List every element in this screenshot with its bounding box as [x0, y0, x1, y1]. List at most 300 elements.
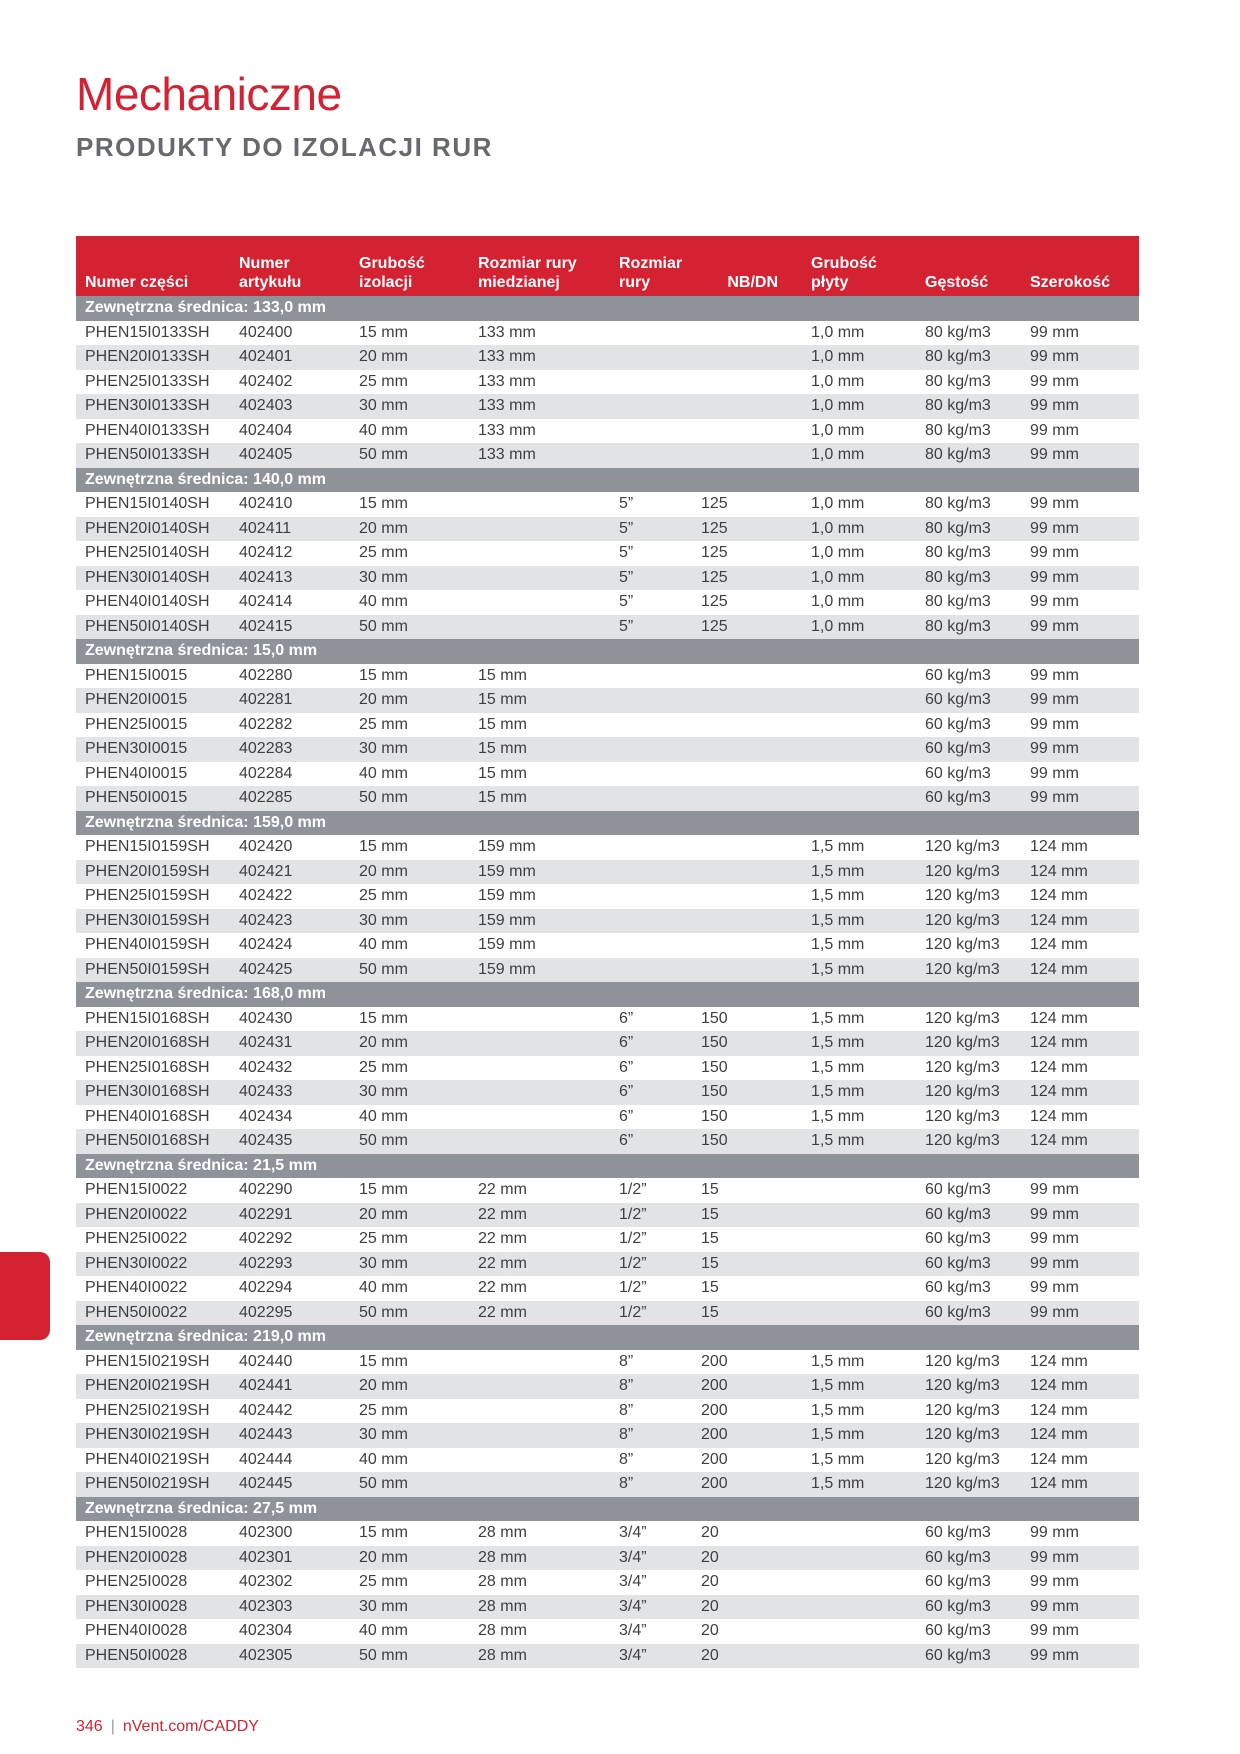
cell-insulation-thickness: 50 mm: [350, 958, 469, 983]
cell-density: 60 kg/m3: [916, 1595, 1021, 1620]
cell-pipe-size: [610, 713, 692, 738]
cell-insulation-thickness: 25 mm: [359, 372, 408, 390]
cell-nb-dn: 200: [692, 1423, 802, 1448]
cell-copper-pipe-size: [469, 566, 610, 591]
cell-article-number: 402420: [239, 838, 293, 856]
cell-nb-dn: 15: [701, 1279, 719, 1297]
cell-density: 120 kg/m3: [916, 909, 1021, 934]
cell-nb-dn: 15: [692, 1203, 802, 1228]
table-row: [76, 321, 1139, 346]
cell-copper-pipe-size: 28 mm: [478, 1573, 527, 1591]
cell-nb-dn: [692, 688, 802, 713]
cell-nb-dn: 15: [692, 1252, 802, 1277]
table-row: [76, 884, 1139, 909]
cell-insulation-thickness: 25 mm: [359, 1058, 408, 1076]
cell-nb-dn: 15: [701, 1230, 719, 1248]
cell-width: 124 mm: [1021, 860, 1139, 885]
cell-article-number: 402443: [230, 1423, 350, 1448]
cell-board-thickness: [802, 664, 916, 689]
product-table: [76, 236, 1139, 1668]
cell-article-number: 402412: [239, 544, 293, 562]
cell-article-number: 402444: [239, 1450, 293, 1468]
cell-insulation-thickness: 40 mm: [359, 421, 408, 439]
cell-insulation-thickness: 20 mm: [350, 1031, 469, 1056]
cell-density: 60 kg/m3: [925, 764, 991, 782]
cell-copper-pipe-size: 15 mm: [478, 715, 527, 733]
cell-copper-pipe-size: [469, 541, 610, 566]
cell-pipe-size: [610, 664, 692, 689]
cell-pipe-size: 6”: [619, 1107, 634, 1125]
table-row: [76, 835, 1139, 860]
column-header-line: Grubość: [811, 255, 877, 272]
cell-pipe-size: [610, 835, 692, 860]
table-row: [76, 1252, 1139, 1277]
cell-density: 60 kg/m3: [925, 666, 991, 684]
cell-part-number: PHEN40I0159SH: [85, 936, 210, 954]
cell-pipe-size: [610, 958, 692, 983]
cell-part-number: PHEN50I0028: [76, 1644, 230, 1669]
cell-insulation-thickness: 50 mm: [350, 615, 469, 640]
table-row: [76, 443, 1139, 468]
column-header-line: Gęstość: [925, 274, 989, 291]
cell-density: 60 kg/m3: [916, 1203, 1021, 1228]
cell-density: 80 kg/m3: [925, 323, 991, 341]
cell-pipe-size: 1/2”: [610, 1203, 692, 1228]
cell-article-number: 402413: [230, 566, 350, 591]
table-row: [76, 1546, 1139, 1571]
cell-nb-dn: 200: [701, 1401, 728, 1419]
cell-width: 124 mm: [1021, 1374, 1139, 1399]
cell-pipe-size: 6”: [610, 1031, 692, 1056]
cell-board-thickness: 1,0 mm: [802, 517, 916, 542]
cell-nb-dn: 20: [701, 1573, 719, 1591]
cell-density: 120 kg/m3: [925, 1107, 1000, 1125]
cell-article-number: 402405: [230, 443, 350, 468]
cell-article-number: 402302: [239, 1573, 293, 1591]
table-row: [76, 615, 1139, 640]
cell-nb-dn: 200: [701, 1352, 728, 1370]
cell-insulation-thickness: 15 mm: [359, 1524, 408, 1542]
cell-nb-dn: 125: [701, 593, 728, 611]
cell-article-number: 402401: [230, 345, 350, 370]
cell-article-number: 402403: [230, 394, 350, 419]
table-row: [76, 1227, 1139, 1252]
cell-article-number: 402441: [230, 1374, 350, 1399]
cell-copper-pipe-size: 15 mm: [478, 666, 527, 684]
cell-copper-pipe-size: 28 mm: [469, 1644, 610, 1669]
cell-copper-pipe-size: [469, 615, 610, 640]
cell-width: 99 mm: [1021, 1546, 1139, 1571]
table-row: [76, 1178, 1139, 1203]
cell-pipe-size: 1/2”: [610, 1252, 692, 1277]
cell-width: 124 mm: [1021, 958, 1139, 983]
cell-part-number: PHEN30I0159SH: [76, 909, 230, 934]
cell-insulation-thickness: 20 mm: [350, 1203, 469, 1228]
cell-pipe-size: 6”: [619, 1058, 634, 1076]
cell-board-thickness: 1,5 mm: [802, 860, 916, 885]
cell-insulation-thickness: 30 mm: [350, 1080, 469, 1105]
cell-article-number: 402442: [239, 1401, 293, 1419]
table-row: [76, 664, 1139, 689]
cell-insulation-thickness: 50 mm: [350, 1301, 469, 1326]
cell-nb-dn: 125: [701, 495, 728, 513]
cell-nb-dn: [692, 884, 802, 909]
table-row: [76, 541, 1139, 566]
cell-part-number: PHEN15I0028: [85, 1524, 188, 1542]
footer-site-link[interactable]: nVent.com/CADDY: [122, 1718, 259, 1735]
cell-article-number: 402424: [239, 936, 293, 954]
group-header-row: [76, 1497, 1139, 1522]
cell-board-thickness: [802, 1644, 916, 1669]
cell-board-thickness: 1,5 mm: [802, 958, 916, 983]
cell-copper-pipe-size: 159 mm: [478, 887, 536, 905]
cell-width: 99 mm: [1021, 1595, 1139, 1620]
table-row: [76, 1521, 1139, 1546]
cell-part-number: PHEN25I0140SH: [85, 544, 210, 562]
cell-nb-dn: [692, 370, 802, 395]
cell-insulation-thickness: 25 mm: [359, 1401, 408, 1419]
cell-density: 120 kg/m3: [916, 1423, 1021, 1448]
cell-width: 99 mm: [1021, 615, 1139, 640]
cell-nb-dn: 150: [701, 1107, 728, 1125]
cell-pipe-size: [610, 688, 692, 713]
column-header-line: Rozmiar rury: [478, 255, 577, 272]
cell-density: 60 kg/m3: [925, 1230, 991, 1248]
cell-article-number: 402293: [230, 1252, 350, 1277]
cell-density: 80 kg/m3: [925, 372, 991, 390]
cell-nb-dn: 125: [692, 517, 802, 542]
cell-insulation-thickness: 40 mm: [359, 764, 408, 782]
cell-width: 99 mm: [1030, 593, 1079, 611]
table-row: [76, 1276, 1139, 1301]
cell-nb-dn: [692, 958, 802, 983]
cell-board-thickness: [802, 1521, 916, 1546]
cell-board-thickness: [802, 737, 916, 762]
cell-nb-dn: 200: [692, 1472, 802, 1497]
cell-copper-pipe-size: 133 mm: [469, 443, 610, 468]
table-body: [76, 296, 1139, 1668]
cell-copper-pipe-size: [469, 1448, 610, 1473]
cell-article-number: 402410: [239, 495, 293, 513]
cell-part-number: PHEN20I0015: [76, 688, 230, 713]
cell-density: 60 kg/m3: [916, 786, 1021, 811]
table-row: [76, 492, 1139, 517]
table-row: [76, 1448, 1139, 1473]
cell-board-thickness: 1,0 mm: [802, 615, 916, 640]
cell-density: 120 kg/m3: [925, 1401, 1000, 1419]
cell-article-number: 402414: [239, 593, 293, 611]
cell-article-number: 402301: [230, 1546, 350, 1571]
cell-width: 99 mm: [1021, 1203, 1139, 1228]
cell-pipe-size: [610, 370, 692, 395]
cell-board-thickness: 1,0 mm: [802, 443, 916, 468]
cell-article-number: 402433: [230, 1080, 350, 1105]
cell-insulation-thickness: 40 mm: [359, 1107, 408, 1125]
cell-article-number: 402415: [230, 615, 350, 640]
cell-board-thickness: 1,5 mm: [811, 838, 865, 856]
table-row: [76, 1399, 1139, 1424]
cell-width: 124 mm: [1030, 1107, 1088, 1125]
cell-copper-pipe-size: 22 mm: [469, 1252, 610, 1277]
cell-article-number: 402304: [239, 1622, 293, 1640]
cell-pipe-size: 5”: [619, 495, 634, 513]
cell-copper-pipe-size: 133 mm: [469, 394, 610, 419]
cell-insulation-thickness: 20 mm: [350, 345, 469, 370]
cell-copper-pipe-size: [469, 590, 610, 615]
group-label: Zewnętrzna średnica: 133,0 mm: [76, 296, 1139, 321]
cell-insulation-thickness: 15 mm: [359, 838, 408, 856]
column-header-article-number: [230, 236, 350, 296]
cell-part-number: PHEN20I0022: [76, 1203, 230, 1228]
cell-article-number: 402421: [230, 860, 350, 885]
cell-copper-pipe-size: [469, 1056, 610, 1081]
table-row: [76, 419, 1139, 444]
cell-density: 80 kg/m3: [916, 566, 1021, 591]
cell-nb-dn: 150: [701, 1058, 728, 1076]
cell-article-number: 402430: [239, 1009, 293, 1027]
cell-insulation-thickness: 20 mm: [350, 1546, 469, 1571]
cell-insulation-thickness: 20 mm: [350, 1374, 469, 1399]
cell-part-number: PHEN20I0133SH: [76, 345, 230, 370]
cell-pipe-size: 6”: [610, 1080, 692, 1105]
cell-nb-dn: 200: [692, 1374, 802, 1399]
cell-density: 120 kg/m3: [925, 838, 1000, 856]
table-row: [76, 1472, 1139, 1497]
cell-nb-dn: 125: [692, 566, 802, 591]
cell-width: 124 mm: [1030, 838, 1088, 856]
cell-density: 80 kg/m3: [916, 394, 1021, 419]
cell-part-number: PHEN15I0168SH: [85, 1009, 210, 1027]
cell-board-thickness: [802, 1252, 916, 1277]
cell-article-number: 402300: [239, 1524, 293, 1542]
cell-density: 60 kg/m3: [925, 1524, 991, 1542]
cell-copper-pipe-size: 28 mm: [469, 1546, 610, 1571]
cell-copper-pipe-size: 28 mm: [478, 1622, 527, 1640]
cell-pipe-size: 5”: [610, 615, 692, 640]
cell-nb-dn: [692, 737, 802, 762]
cell-pipe-size: 3/4”: [619, 1573, 647, 1591]
cell-board-thickness: 1,0 mm: [811, 593, 865, 611]
column-header-board-thickness: [802, 236, 916, 296]
cell-board-thickness: 1,5 mm: [802, 1374, 916, 1399]
table-row: [76, 933, 1139, 958]
group-label: Zewnętrzna średnica: 168,0 mm: [76, 982, 1139, 1007]
cell-copper-pipe-size: 28 mm: [469, 1595, 610, 1620]
group-label: Zewnętrzna średnica: 219,0 mm: [76, 1325, 1139, 1350]
table-row: [76, 958, 1139, 983]
column-header-line: rury: [619, 274, 651, 291]
cell-width: 124 mm: [1021, 1472, 1139, 1497]
cell-board-thickness: 1,5 mm: [802, 909, 916, 934]
cell-article-number: 402284: [239, 764, 293, 782]
cell-part-number: PHEN40I0168SH: [85, 1107, 210, 1125]
cell-copper-pipe-size: 15 mm: [469, 688, 610, 713]
cell-copper-pipe-size: 15 mm: [469, 786, 610, 811]
cell-board-thickness: 1,5 mm: [811, 1401, 865, 1419]
cell-insulation-thickness: 15 mm: [359, 666, 408, 684]
cell-article-number: 402280: [239, 666, 293, 684]
cell-width: 99 mm: [1030, 323, 1079, 341]
cell-part-number: PHEN50I0140SH: [76, 615, 230, 640]
cell-nb-dn: [692, 835, 802, 860]
cell-board-thickness: [802, 1301, 916, 1326]
table-row: [76, 737, 1139, 762]
column-header-density: [916, 236, 1021, 296]
cell-board-thickness: 1,0 mm: [802, 345, 916, 370]
cell-width: 124 mm: [1030, 1009, 1088, 1027]
cell-copper-pipe-size: [469, 1399, 610, 1424]
table-row: [76, 517, 1139, 542]
table-row: [76, 590, 1139, 615]
cell-density: 120 kg/m3: [916, 958, 1021, 983]
cell-part-number: PHEN15I0159SH: [85, 838, 210, 856]
cell-pipe-size: 5”: [619, 593, 634, 611]
cell-pipe-size: 8”: [619, 1352, 634, 1370]
cell-density: 120 kg/m3: [925, 887, 1000, 905]
cell-board-thickness: 1,0 mm: [811, 495, 865, 513]
cell-pipe-size: [610, 909, 692, 934]
page-number: 346: [76, 1718, 103, 1735]
cell-insulation-thickness: 50 mm: [350, 1129, 469, 1154]
cell-part-number: PHEN30I0133SH: [76, 394, 230, 419]
page-subtitle: PRODUKTY DO IZOLACJI RUR: [76, 132, 493, 162]
cell-width: 99 mm: [1030, 495, 1079, 513]
table-row: [76, 860, 1139, 885]
cell-width: 99 mm: [1021, 517, 1139, 542]
cell-part-number: PHEN50I0133SH: [76, 443, 230, 468]
cell-part-number: PHEN25I0022: [85, 1230, 188, 1248]
table-row: [76, 1619, 1139, 1644]
table-row: [76, 370, 1139, 395]
cell-pipe-size: 8”: [619, 1401, 634, 1419]
cell-copper-pipe-size: [469, 1472, 610, 1497]
cell-width: 99 mm: [1030, 544, 1079, 562]
cell-article-number: 402423: [230, 909, 350, 934]
cell-board-thickness: [802, 688, 916, 713]
cell-board-thickness: 1,0 mm: [811, 544, 865, 562]
table-row: [76, 1031, 1139, 1056]
cell-nb-dn: [692, 786, 802, 811]
header-row: [76, 236, 1139, 296]
cell-pipe-size: 1/2”: [619, 1279, 647, 1297]
cell-width: 99 mm: [1030, 1622, 1079, 1640]
cell-copper-pipe-size: [469, 1423, 610, 1448]
cell-nb-dn: 20: [692, 1546, 802, 1571]
cell-insulation-thickness: 25 mm: [359, 544, 408, 562]
cell-part-number: PHEN50I0219SH: [76, 1472, 230, 1497]
cell-part-number: PHEN40I0140SH: [85, 593, 210, 611]
cell-copper-pipe-size: 22 mm: [469, 1203, 610, 1228]
cell-board-thickness: 1,5 mm: [802, 1423, 916, 1448]
group-label: Zewnętrzna średnica: 140,0 mm: [76, 468, 1139, 493]
cell-density: 120 kg/m3: [916, 1031, 1021, 1056]
cell-copper-pipe-size: [469, 517, 610, 542]
cell-part-number: PHEN20I0159SH: [76, 860, 230, 885]
cell-insulation-thickness: 30 mm: [350, 566, 469, 591]
cell-part-number: PHEN30I0168SH: [76, 1080, 230, 1105]
cell-board-thickness: 1,0 mm: [811, 372, 865, 390]
cell-width: 124 mm: [1021, 1080, 1139, 1105]
cell-article-number: 402440: [239, 1352, 293, 1370]
cell-density: 80 kg/m3: [925, 544, 991, 562]
cell-width: 124 mm: [1021, 1031, 1139, 1056]
cell-insulation-thickness: 15 mm: [359, 323, 408, 341]
cell-article-number: 402445: [230, 1472, 350, 1497]
cell-density: 60 kg/m3: [925, 1622, 991, 1640]
table-row: [76, 762, 1139, 787]
cell-board-thickness: 1,5 mm: [802, 1080, 916, 1105]
cell-pipe-size: 5”: [610, 517, 692, 542]
cell-nb-dn: [692, 419, 802, 444]
cell-width: 99 mm: [1021, 1252, 1139, 1277]
cell-density: 120 kg/m3: [916, 1129, 1021, 1154]
cell-pipe-size: 8”: [610, 1472, 692, 1497]
column-header-line: izolacji: [359, 274, 413, 291]
cell-width: 124 mm: [1030, 1401, 1088, 1419]
cell-copper-pipe-size: 22 mm: [478, 1181, 527, 1199]
cell-part-number: PHEN30I0219SH: [76, 1423, 230, 1448]
cell-nb-dn: 125: [701, 544, 728, 562]
cell-density: 120 kg/m3: [916, 1080, 1021, 1105]
group-label: Zewnętrzna średnica: 27,5 mm: [76, 1497, 1139, 1522]
cell-insulation-thickness: 20 mm: [350, 860, 469, 885]
cell-density: 120 kg/m3: [925, 1352, 1000, 1370]
cell-density: 120 kg/m3: [925, 936, 1000, 954]
cell-pipe-size: [610, 786, 692, 811]
cell-density: 120 kg/m3: [916, 1472, 1021, 1497]
column-header-line: Numer: [239, 255, 290, 272]
cell-board-thickness: 1,5 mm: [811, 1058, 865, 1076]
column-header-line: miedzianej: [478, 274, 560, 291]
cell-board-thickness: [802, 1595, 916, 1620]
cell-insulation-thickness: 50 mm: [350, 1644, 469, 1669]
cell-density: 60 kg/m3: [916, 1301, 1021, 1326]
cell-pipe-size: [610, 762, 692, 787]
cell-pipe-size: 3/4”: [619, 1622, 647, 1640]
cell-copper-pipe-size: [469, 1350, 610, 1375]
cell-article-number: 402291: [230, 1203, 350, 1228]
cell-insulation-thickness: 50 mm: [350, 1472, 469, 1497]
cell-copper-pipe-size: 159 mm: [469, 958, 610, 983]
cell-board-thickness: [802, 1203, 916, 1228]
cell-article-number: 402292: [239, 1230, 293, 1248]
cell-width: 99 mm: [1030, 764, 1079, 782]
cell-nb-dn: 150: [692, 1031, 802, 1056]
cell-board-thickness: 1,5 mm: [811, 1009, 865, 1027]
table-row: [76, 1301, 1139, 1326]
page-footer: [76, 1718, 259, 1736]
cell-nb-dn: 20: [692, 1595, 802, 1620]
cell-density: 60 kg/m3: [916, 1546, 1021, 1571]
cell-part-number: PHEN30I0022: [76, 1252, 230, 1277]
cell-pipe-size: 8”: [619, 1450, 634, 1468]
group-header-row: [76, 468, 1139, 493]
column-header-line: NB/DN: [727, 274, 778, 291]
cell-part-number: PHEN40I0022: [85, 1279, 188, 1297]
cell-density: 60 kg/m3: [925, 1279, 991, 1297]
table-row: [76, 1423, 1139, 1448]
cell-nb-dn: [692, 909, 802, 934]
column-header-line: Szerokość: [1030, 274, 1111, 291]
cell-part-number: PHEN25I0028: [85, 1573, 188, 1591]
cell-copper-pipe-size: 133 mm: [478, 421, 536, 439]
cell-board-thickness: 1,5 mm: [802, 1129, 916, 1154]
table-row: [76, 1570, 1139, 1595]
cell-article-number: 402305: [230, 1644, 350, 1669]
cell-pipe-size: 1/2”: [619, 1181, 647, 1199]
group-header-row: [76, 811, 1139, 836]
cell-copper-pipe-size: 22 mm: [478, 1230, 527, 1248]
